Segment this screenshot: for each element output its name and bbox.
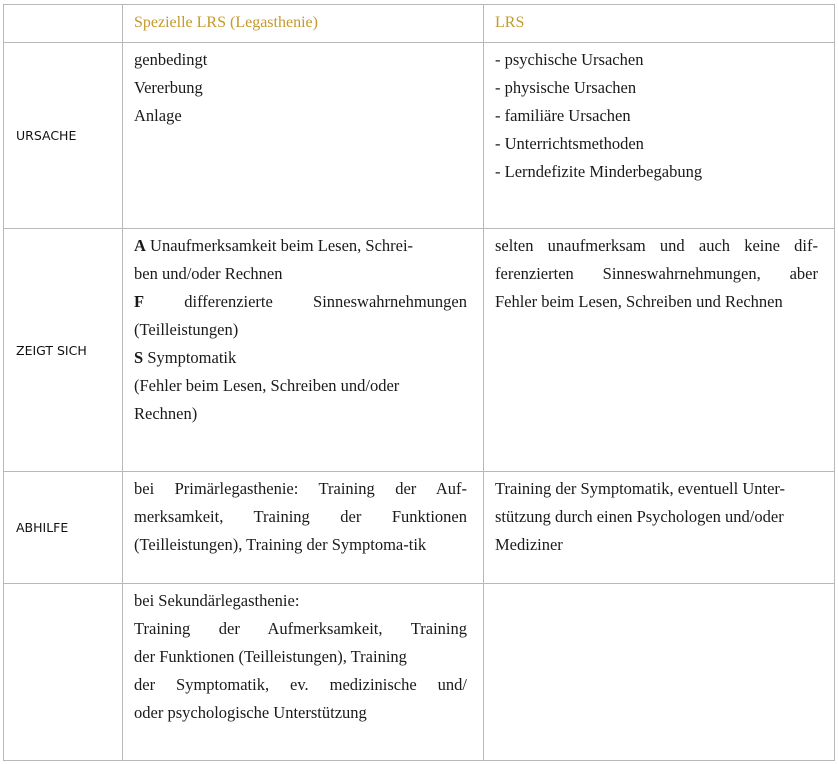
table-row-abhilfe bbox=[4, 472, 835, 584]
cell-text: differenzierte Sinneswahrnehmungen bbox=[144, 292, 467, 311]
cell-line bbox=[134, 372, 467, 400]
bold-letter: S bbox=[134, 348, 144, 367]
cell-line: der Funktionen (Teilleistungen), Training bbox=[134, 647, 407, 666]
cell-line bbox=[134, 400, 467, 428]
header-col-speziell: Spezielle LRS (Legasthenie) bbox=[123, 5, 484, 43]
cell-line: Vererbung bbox=[134, 78, 203, 97]
cell-line: - psychische Ursachen bbox=[495, 50, 644, 69]
cell-text: ben und/oder Rechnen bbox=[134, 264, 283, 283]
table-row-zeigt-sich bbox=[4, 229, 835, 472]
row-label bbox=[4, 584, 123, 761]
cell-line: - familiäre Ursachen bbox=[495, 106, 631, 125]
cell-line bbox=[134, 288, 467, 316]
cell-line: genbedingt bbox=[134, 50, 208, 69]
cell-line: - physische Ursachen bbox=[495, 78, 637, 97]
row-label: ABHILFE bbox=[4, 472, 123, 584]
cell-line bbox=[134, 232, 467, 260]
bold-letter: F bbox=[134, 292, 145, 311]
bold-letter: A bbox=[134, 236, 146, 255]
cell-ursache-lrs bbox=[484, 43, 835, 229]
cell-line: Training der Symptomatik, eventuell Unter- bbox=[495, 479, 786, 498]
cell-sekundaer-speziell bbox=[123, 584, 484, 761]
cell-zeigt-sich-lrs bbox=[484, 229, 835, 472]
cell-abhilfe-lrs bbox=[484, 472, 835, 584]
cell-line bbox=[134, 260, 467, 288]
cell-line: Mediziner bbox=[495, 535, 563, 554]
cell-line: oder psychologische Unterstützung bbox=[134, 703, 367, 722]
cell-sekundaer-lrs bbox=[484, 584, 835, 761]
cell-line: stützung durch einen Psychologen und/oder bbox=[495, 507, 784, 526]
comparison-table bbox=[3, 4, 835, 761]
cell-line: der Symptomatik, ev. medizinische und/ bbox=[134, 675, 467, 694]
header-empty-cell bbox=[4, 5, 123, 43]
cell-line: selten unaufmerksam und auch keine dif- bbox=[495, 236, 818, 255]
cell-line bbox=[134, 316, 467, 344]
cell-line: merksamkeit, Training der Funktionen bbox=[134, 507, 467, 526]
cell-text: Symptomatik bbox=[143, 348, 237, 367]
cell-line: bei Sekundärlegasthenie: bbox=[134, 591, 300, 610]
cell-text: (Fehler beim Lesen, Schreiben und/oder bbox=[134, 376, 400, 395]
cell-text: Unaufmerksamkeit beim Lesen, Schrei- bbox=[145, 236, 414, 255]
cell-line: Fehler beim Lesen, Schreiben und Rechnen bbox=[495, 292, 783, 311]
cell-line: bei Primärlegasthenie: Training der Auf- bbox=[134, 479, 467, 498]
row-label: ZEIGT SICH bbox=[4, 229, 123, 472]
header-col-lrs: LRS bbox=[484, 5, 835, 43]
cell-text: (Teilleistungen) bbox=[134, 320, 239, 339]
cell-ursache-speziell bbox=[123, 43, 484, 229]
cell-line: Training der Aufmerksamkeit, Training bbox=[134, 619, 467, 638]
cell-line bbox=[134, 344, 467, 372]
row-label: URSACHE bbox=[4, 43, 123, 229]
cell-zeigt-sich-speziell bbox=[123, 229, 484, 472]
table-row-sekundaer bbox=[4, 584, 835, 761]
cell-line: - Lerndefizite Minderbegabung bbox=[495, 162, 703, 181]
cell-text: Rechnen) bbox=[134, 404, 198, 423]
cell-line: (Teilleistungen), Training der Symptoma-tik bbox=[134, 535, 427, 554]
cell-line: ferenzierten Sinneswahrnehmungen, aber bbox=[495, 264, 818, 283]
table-row-ursache bbox=[4, 43, 835, 229]
cell-line: - Unterrichtsmethoden bbox=[495, 134, 644, 153]
cell-abhilfe-speziell bbox=[123, 472, 484, 584]
header-row bbox=[4, 5, 835, 43]
cell-line: Anlage bbox=[134, 106, 182, 125]
